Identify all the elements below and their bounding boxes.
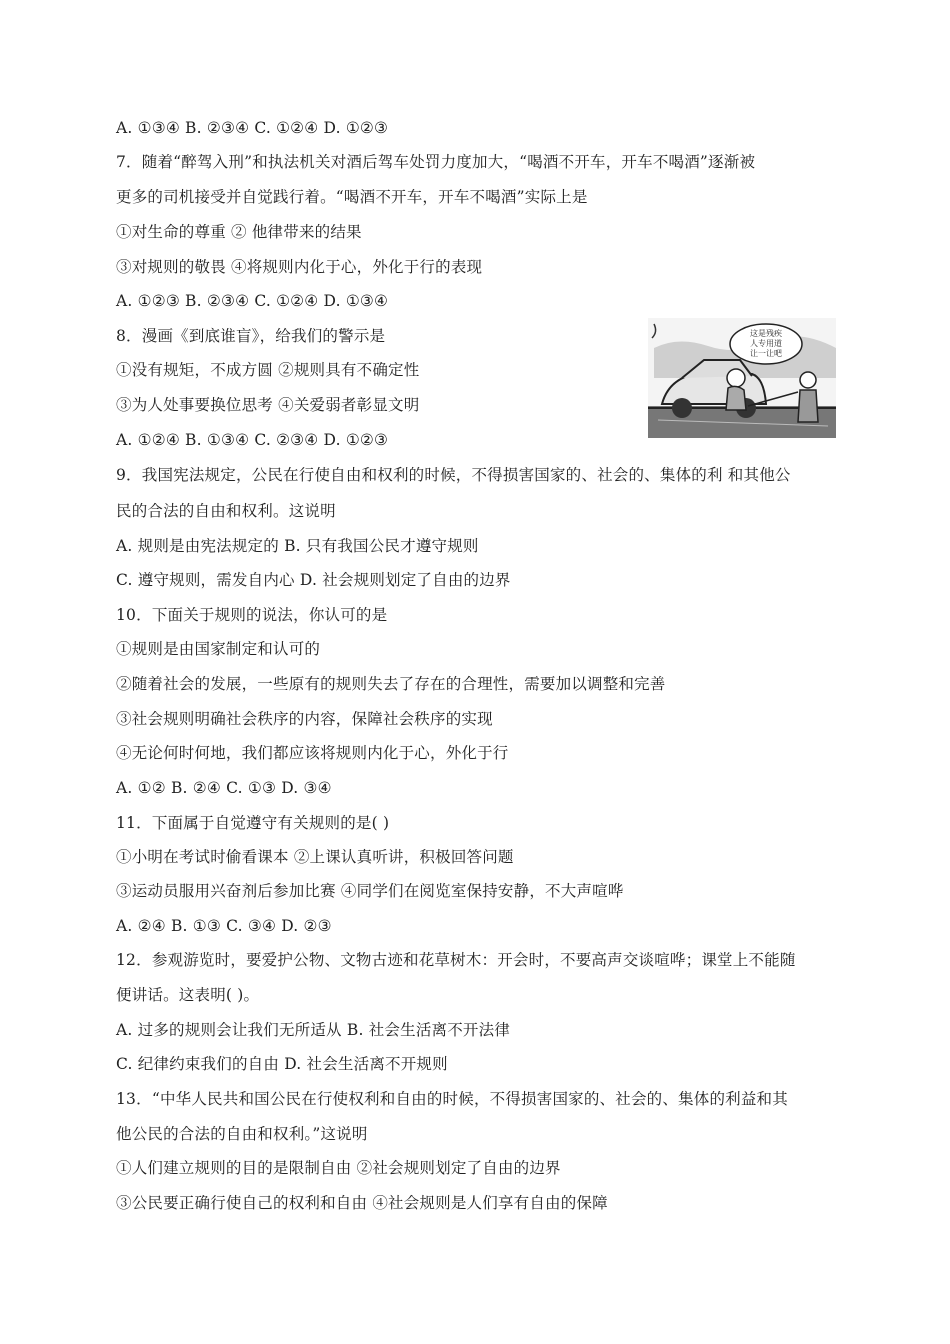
q10-item4: ④无论何时何地，我们都应该将规则内化于心，外化于行: [116, 744, 509, 762]
q8-items-line2: ③为人处事要换位思考 ④关爱弱者彰显文明: [116, 396, 420, 414]
q13-stem-line2: 他公民的合法的自由和权利。”这说明: [116, 1125, 368, 1143]
q7-stem-line1: 7．随着“醉驾入刑”和执法机关对酒后驾车处罚力度加大，“喝酒不开车，开车不喝酒”逐渐被: [116, 153, 756, 171]
q12-options-line1: A. 过多的规则会让我们无所适从 B. 社会生活离不开法律: [116, 1021, 511, 1039]
q10-item3: ③社会规则明确社会秩序的内容，保障社会秩序的实现: [116, 710, 493, 728]
q13-stem-line1: 13．“中华人民共和国公民在行使权利和自由的时候，不得损害国家的、社会的、集体的利益和其: [116, 1090, 788, 1108]
q11-options: A. ②④ B. ①③ C. ③④ D. ②③: [116, 917, 332, 935]
q8-options: A. ①②④ B. ①③④ C. ②③④ D. ①②③: [116, 431, 389, 449]
q11-stem: 11．下面属于自觉遵守有关规则的是( ): [116, 814, 390, 832]
q13-items-line1: ①人们建立规则的目的是限制自由 ②社会规则划定了自由的边界: [116, 1159, 561, 1177]
q13-items-line2: ③公民要正确行使自己的权利和自由 ④社会规则是人们享有自由的保障: [116, 1194, 608, 1212]
svg-text:这是残疾: 这是残疾: [750, 329, 782, 338]
q10-item1: ①规则是由国家制定和认可的: [116, 640, 321, 658]
q6-options: A. ①③④ B. ②③④ C. ①②④ D. ①②③: [116, 119, 389, 137]
q11-items-line2: ③运动员服用兴奋剂后参加比赛 ④同学们在阅览室保持安静，不大声喧哗: [116, 882, 624, 900]
person-head: [727, 369, 745, 387]
q10-options: A. ①② B. ②④ C. ①③ D. ③④: [116, 779, 332, 797]
q12-options-line2: C. 纪律约束我们的自由 D. 社会生活离不开规则: [116, 1055, 448, 1073]
q8-stem: 8．漫画《到底谁盲》，给我们的警示是: [116, 327, 386, 345]
q7-items-line2: ③对规则的敬畏 ④将规则内化于心，外化于行的表现: [116, 258, 483, 276]
svg-text:让一让吧: 让一让吧: [750, 349, 782, 358]
q8-items-line1: ①没有规矩，不成方圆 ②规则具有不确定性: [116, 361, 420, 379]
q9-stem-line2: 民的合法的自由和权利。这说明: [116, 502, 336, 520]
svg-text:人专用道: 人专用道: [750, 339, 782, 348]
q12-stem-line1: 12．参观游览时，要爱护公物、文物古迹和花草树木：开会时，不要高声交谈喧哗；课堂上不能随: [116, 951, 796, 969]
q10-stem: 10．下面关于规则的说法，你认可的是: [116, 606, 388, 624]
q7-stem-line2: 更多的司机接受并自觉践行着。“喝酒不开车，开车不喝酒”实际上是: [116, 188, 588, 206]
q11-items-line1: ①小明在考试时偷看课本 ②上课认真听讲，积极回答问题: [116, 848, 514, 866]
q9-options-line1: A. 规则是由宪法规定的 B. 只有我国公民才遵守规则: [116, 537, 479, 555]
q12-stem-line2: 便讲话。这表明( )。: [116, 986, 260, 1004]
q7-items-line1: ①对生命的尊重 ② 他律带来的结果: [116, 223, 362, 241]
q10-item2: ②随着社会的发展，一些原有的规则失去了存在的合理性，需要加以调整和完善: [116, 675, 666, 693]
q7-options: A. ①②③ B. ②③④ C. ①②④ D. ①③④: [116, 292, 389, 310]
q9-stem-line1: 9．我国宪法规定，公民在行使自由和权利的时候，不得损害国家的、社会的、集体的利 和其他公: [116, 466, 791, 484]
cartoon-image: [648, 318, 836, 438]
q9-options-line2: C. 遵守规则，需发自内心 D. 社会规则划定了自由的边界: [116, 571, 511, 589]
